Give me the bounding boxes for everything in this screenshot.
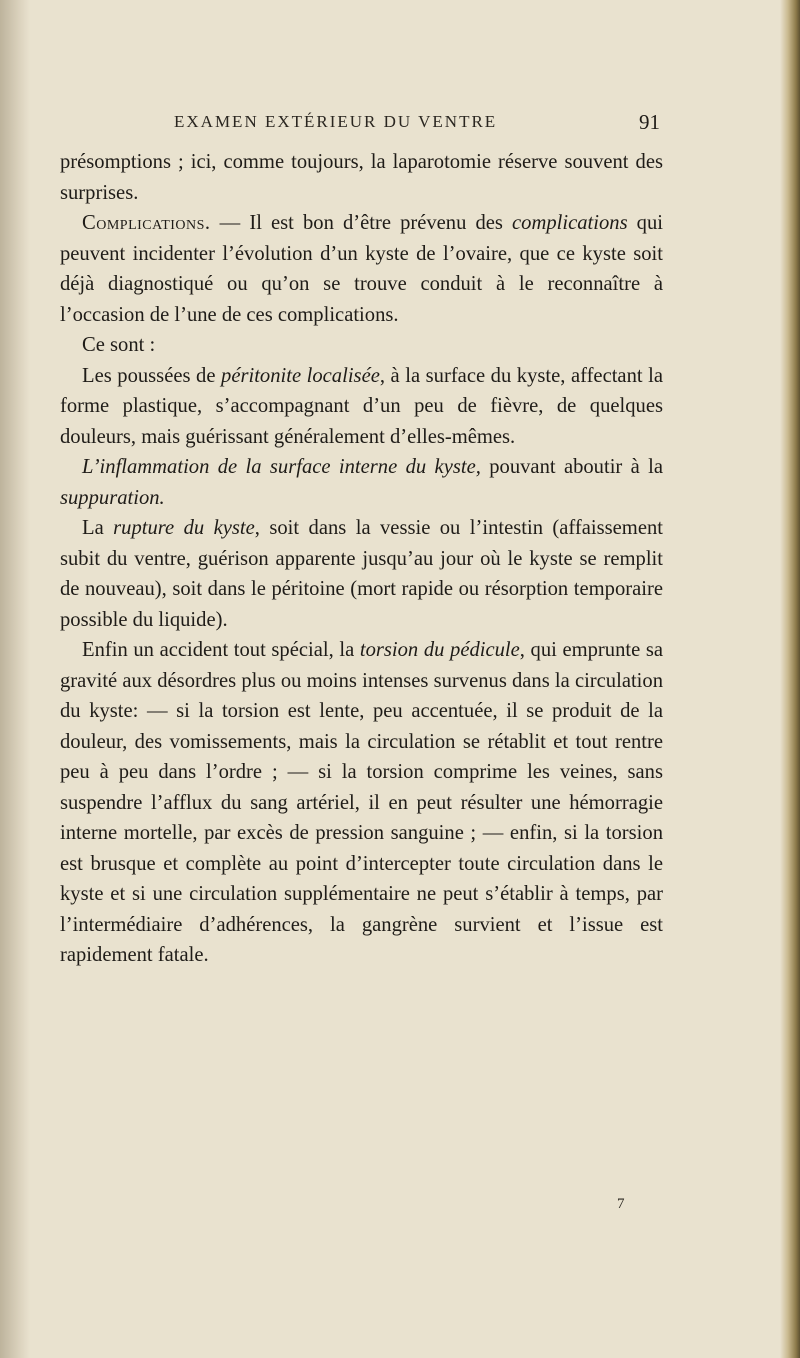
signature-mark: 7: [617, 1196, 625, 1212]
paragraph-intro: Ce sont :: [82, 334, 156, 356]
paragraph-rupture: La rupture du kyste, soit dans la vessie ou l’intestin (affaissement subit du ventre, guérison apparente jusqu’au jour où le kyste se remplit de nouveau), soit dans le péritoine (mort rapide ou résorption temporaire possible du liquide).: [60, 517, 663, 631]
paragraph-inflammation: L’inflammation de la surface interne du kyste, pouvant aboutir à la suppuration.: [60, 456, 664, 509]
page-header: [0, 112, 800, 142]
paragraph-complications: Complications. — Il est bon d’être prévenu des complications qui peuvent incidenter l’évolution d’un kyste de l’ovaire, que ce kyste soit déjà diagnostiqué ou qu’on se trouve conduit à le reconnaître à l’occasion de l’une de ces complications.: [60, 212, 664, 326]
running-head: EXAMEN EXTÉRIEUR DU VENTRE: [174, 112, 498, 131]
body-text: [60, 147, 663, 971]
paragraph-peritonite: Les poussées de péritonite localisée, à la surface du kyste, affectant la forme plastique, s’accompagnant d’un peu de fièvre, de quelques douleurs, mais guérissant généralement d’elles-mêmes.: [60, 364, 664, 448]
section-heading: Complications.: [82, 212, 211, 234]
paragraph-1: présomptions ; ici, comme toujours, la laparotomie réserve souvent des surprises.: [60, 151, 663, 204]
paragraph-torsion: Enfin un accident tout spécial, la torsion du pédicule, qui emprunte sa gravité aux désordres plus ou moins intenses survenus dans la circulation du kyste: — si la torsion est lente, peu accentuée, il se produit de la douleur, des vomissements, mais la circulation se rétablit et tout rentre peu à peu dans l’ordre ; — si la torsion comprime les veines, sans suspendre l’afflux du sang artériel, il en peut résulter une hémorragie interne mortelle, par excès de pression sanguine ; — enfin, si la torsion est brusque et complète au point d’intercepter toute circulation dans le kyste et si une circulation supplémentaire ne peut s’établir à temps, par l’intermédiaire d’adhérences, la gangrène survient et l’issue est rapidement fatale.: [60, 639, 663, 966]
page-number: 91: [639, 110, 660, 134]
